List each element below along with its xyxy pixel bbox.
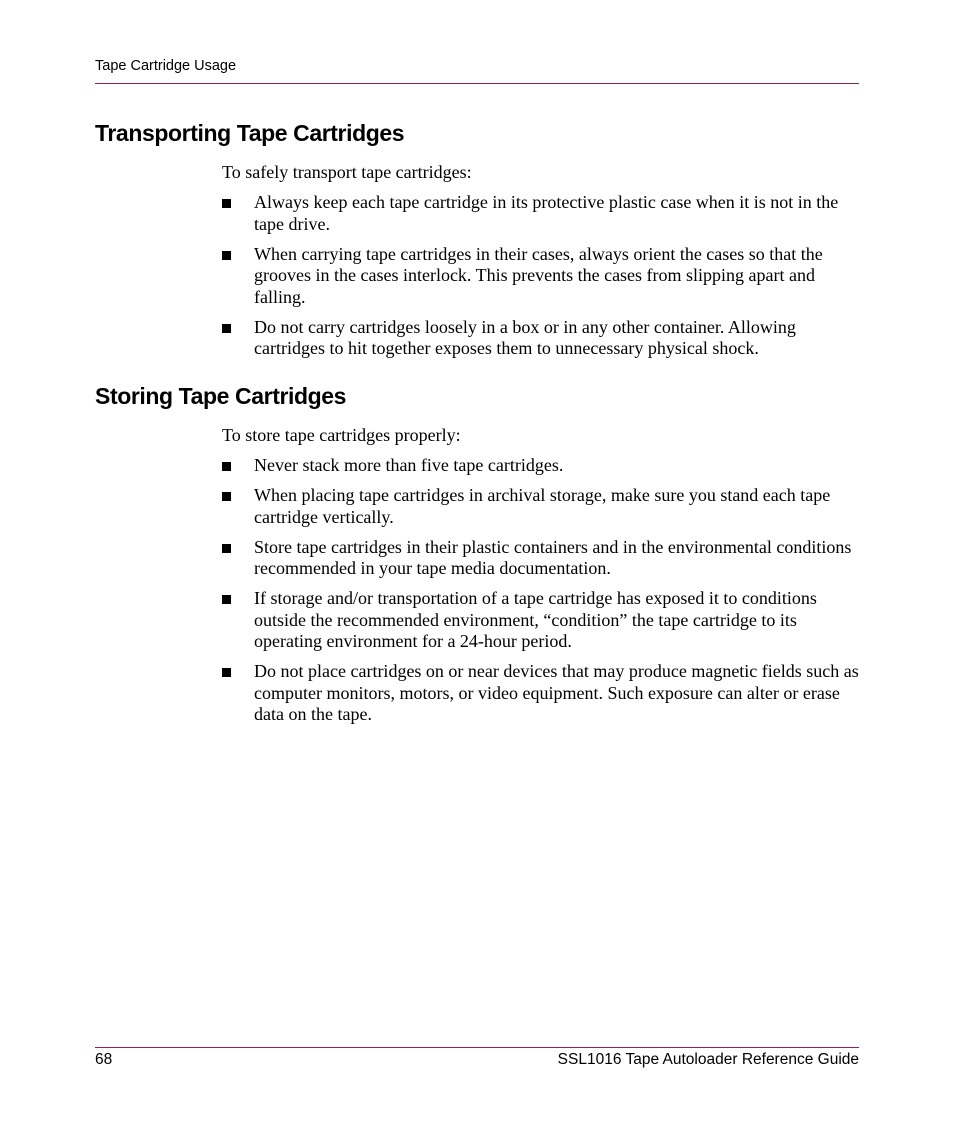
section-intro: To safely transport tape cartridges: [222, 162, 472, 182]
square-bullet-icon [222, 595, 231, 604]
section-heading-transporting: Transporting Tape Cartridges [95, 120, 405, 146]
list-item-text: Do not carry cartridges loosely in a box or in any other container. Allowing cartridges to hit together exposes them to unnecessary physical shock. [254, 316, 796, 358]
guide-title: SSL1016 Tape Autoloader Reference Guide [557, 1051, 859, 1068]
square-bullet-icon [222, 199, 231, 208]
square-bullet-icon [222, 462, 231, 471]
list-item-text: When placing tape cartridges in archival storage, make sure you stand each tape cartridge vertically. [254, 485, 831, 527]
list-item [222, 317, 859, 360]
list-item-text: If storage and/or transportation of a tape cartridge has exposed it to conditions outside the recommended environment, “condition” the tape cartridge to its operating environment for a 24-hour period. [254, 588, 817, 651]
square-bullet-icon [222, 492, 231, 501]
list-item [222, 537, 859, 580]
list-item [222, 244, 859, 309]
page-number: 68 [95, 1051, 113, 1068]
section-heading-storing: Storing Tape Cartridges [95, 383, 347, 409]
list-item [222, 588, 859, 653]
square-bullet-icon [222, 544, 231, 553]
list-item [222, 455, 859, 477]
list-item-text: Always keep each tape cartridge in its protective plastic case when it is not in the tape drive. [254, 192, 839, 234]
square-bullet-icon [222, 324, 231, 333]
footer-rule [95, 1047, 859, 1048]
bullet-list [222, 455, 859, 726]
header-rule [95, 83, 859, 84]
section-body-storing [222, 425, 859, 734]
square-bullet-icon [222, 668, 231, 677]
running-header: Tape Cartridge Usage [95, 58, 237, 74]
list-item-text: When carrying tape cartridges in their cases, always orient the cases so that the grooves in the cases interlock. This prevents the cases from slipping apart and falling. [254, 243, 823, 307]
list-item [222, 661, 859, 726]
list-item-text: Do not place cartridges on or near devices that may produce magnetic fields such as computer monitors, motors, or video equipment. Such exposure can alter or erase data on the tape. [254, 661, 859, 724]
bullet-list [222, 192, 859, 360]
list-item-text: Never stack more than five tape cartridges. [254, 455, 564, 475]
list-item [222, 192, 859, 235]
list-item-text: Store tape cartridges in their plastic containers and in the environmental conditions recommended in your tape media documentation. [254, 536, 852, 578]
section-intro: To store tape cartridges properly: [222, 425, 461, 445]
square-bullet-icon [222, 251, 231, 260]
list-item [222, 485, 859, 528]
section-body-transporting [222, 162, 859, 368]
